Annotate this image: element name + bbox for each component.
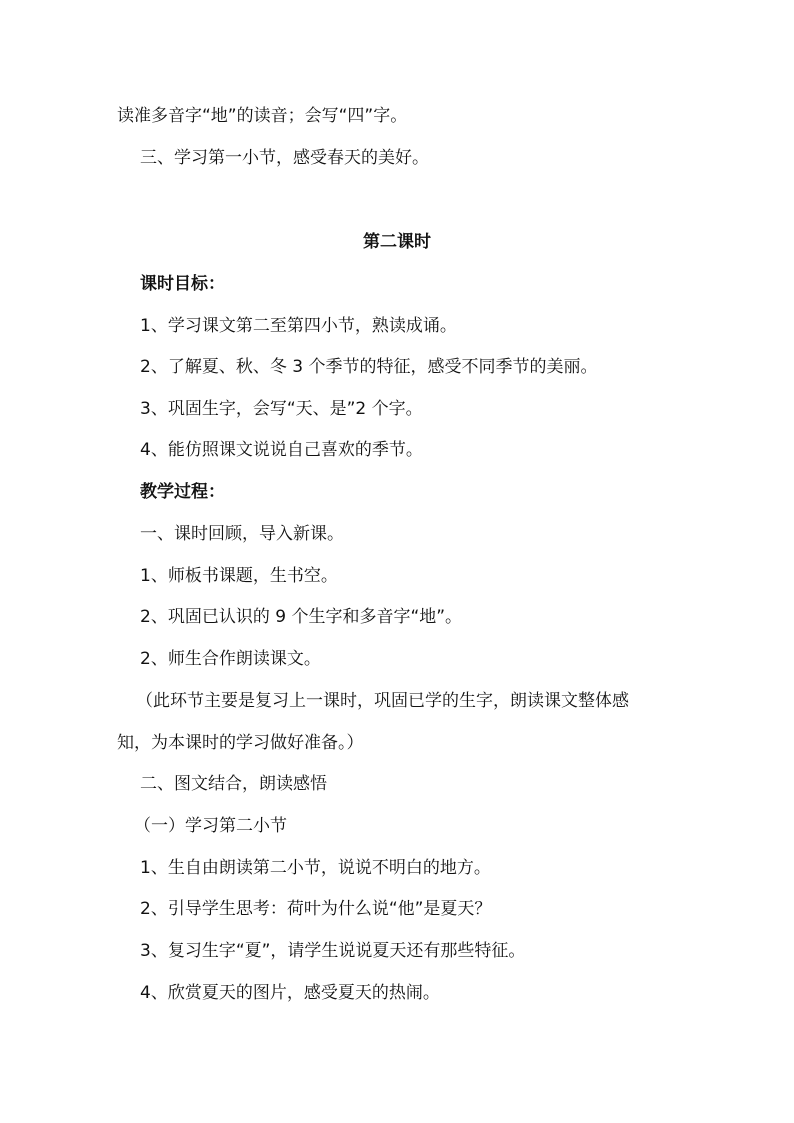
process-item: 2、师生合作朗读课文。: [140, 649, 321, 669]
process-item: 3、复习生字“夏”，请学生说说夏天还有那些特征。: [140, 941, 526, 961]
process-heading: 教学过程：: [140, 482, 225, 502]
process-note-line2: 知，为本课时的学习做好准备。）: [117, 733, 364, 753]
process-item: 2、巩固已认识的 9 个生字和多音字“地”。: [140, 607, 463, 627]
goal-item: 1、学习课文第二至第四小节，熟读成诵。: [140, 316, 457, 336]
process-step-one: 一、课时回顾，导入新课。: [140, 524, 344, 544]
process-note-line1: （此环节主要是复习上一课时，巩固已学的生字，朗读课文整体感: [136, 691, 629, 711]
process-item: 2、引导学生思考：荷叶为什么说“他”是夏天？: [140, 899, 492, 919]
intro-line: 读准多音字“地”的读音；会写“四”字。: [117, 106, 408, 126]
goal-item: 4、能仿照课文说说自己喜欢的季节。: [140, 440, 423, 460]
process-item: 1、师板书课题，生书空。: [140, 566, 338, 586]
section-three: 三、学习第一小节，感受春天的美好。: [140, 148, 429, 168]
goal-item: 3、巩固生字，会写“天、是”2 个字。: [140, 399, 423, 419]
process-step-two: 二、图文结合，朗读感悟: [140, 774, 327, 794]
lesson-title: 第二课时: [363, 232, 431, 252]
goal-item: 2、了解夏、秋、冬 3 个季节的特征，感受不同季节的美丽。: [140, 357, 598, 377]
process-item: 4、欣赏夏天的图片，感受夏天的热闹。: [140, 983, 440, 1003]
goals-heading: 课时目标：: [140, 274, 225, 294]
process-sub-one: （一）学习第二小节: [134, 816, 287, 836]
process-item: 1、生自由朗读第二小节，说说不明白的地方。: [140, 858, 491, 878]
